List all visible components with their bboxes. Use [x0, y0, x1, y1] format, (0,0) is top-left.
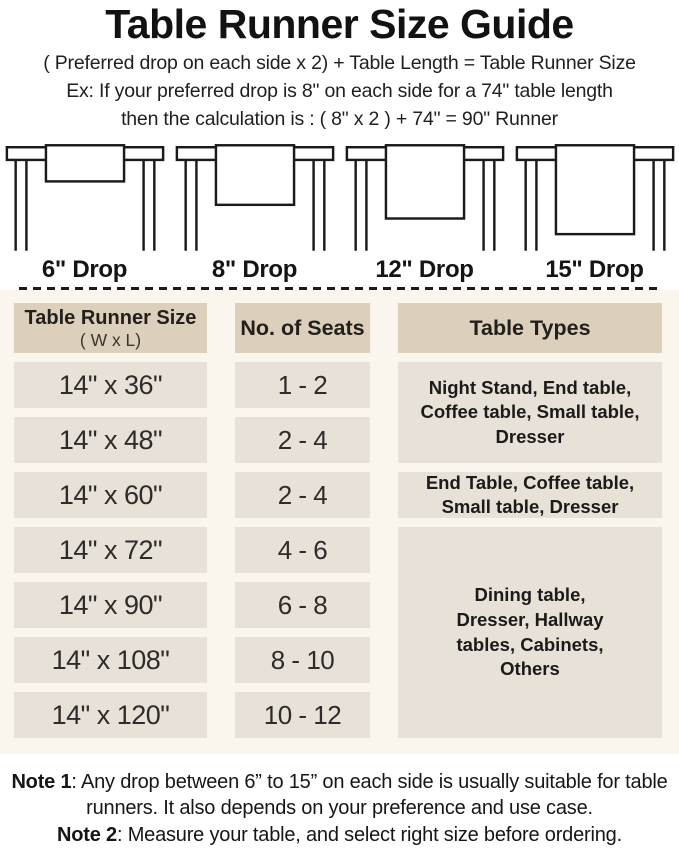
- size-cell: 14" x 60": [14, 472, 207, 518]
- size-cell: 14" x 108": [14, 637, 207, 683]
- table-drop-diagram-12: [342, 142, 508, 284]
- table-drop-diagram-15: [512, 142, 678, 284]
- seats-cell: 4 - 6: [235, 527, 370, 573]
- formula-line: ( Preferred drop on each side x 2) + Table Length = Table Runner Size: [43, 52, 636, 75]
- table-drop-diagram-8: [172, 142, 338, 284]
- seats-cell: 8 - 10: [235, 637, 370, 683]
- size-cell: 14" x 48": [14, 417, 207, 463]
- column-header-seats: No. of Seats: [235, 303, 370, 353]
- size-cell: 14" x 36": [14, 362, 207, 408]
- table-side-view-icon: [2, 142, 168, 254]
- seats-cell: 6 - 8: [235, 582, 370, 628]
- drop-label: 6" Drop: [41, 256, 128, 284]
- seats-cell: 2 - 4: [235, 417, 370, 463]
- column-header-table-types: Table Types: [398, 303, 662, 353]
- table-types-cell-medium-tables: End Table, Coffee table, Small table, Dresser: [398, 472, 662, 518]
- header-runner-size-sub: ( W x L): [79, 329, 142, 350]
- table-types-cell-large-tables: Dining table, Dresser, Hallway tables, Cabinets, Others: [398, 527, 662, 738]
- drop-label: 12" Drop: [375, 256, 474, 284]
- column-header-runner-size: [14, 303, 207, 353]
- note-1-text: : Any drop between 6” to 15” on each side is usually suitable for table runners. It also depends on your preference and use case.: [71, 771, 668, 820]
- table-types-cell-small-tables: Night Stand, End table, Coffee table, Small table, Dresser: [398, 362, 662, 463]
- drop-label: 15" Drop: [545, 256, 644, 284]
- example-line-2: then the calculation is : ( 8" x 2 ) + 74" = 90" Runner: [121, 108, 558, 131]
- seats-cell: 1 - 2: [235, 362, 370, 408]
- size-cell: 14" x 72": [14, 527, 207, 573]
- seats-cell: 10 - 12: [235, 692, 370, 738]
- table-side-view-icon: [512, 142, 678, 254]
- notes-block: [0, 769, 679, 848]
- example-line-1: Ex: If your preferred drop is 8" on each side for a 74" table length: [66, 80, 613, 103]
- table-drop-diagram-6: [2, 142, 168, 284]
- table-side-view-icon: [342, 142, 508, 254]
- size-cell: 14" x 90": [14, 582, 207, 628]
- size-table-section: [0, 290, 679, 754]
- note-1-label: Note 1: [11, 771, 72, 794]
- drop-diagrams-row: [0, 131, 679, 284]
- size-table: [0, 290, 679, 752]
- note-1: [4, 769, 675, 821]
- heading-block: [0, 0, 679, 131]
- note-2-label: Note 2: [57, 824, 117, 847]
- drop-label: 8" Drop: [211, 256, 298, 284]
- size-cell: 14" x 120": [14, 692, 207, 738]
- seats-cell: 2 - 4: [235, 472, 370, 518]
- header-runner-size-title: Table Runner Size: [24, 306, 197, 329]
- note-2-text: : Measure your table, and select right size before ordering.: [116, 824, 622, 847]
- table-side-view-icon: [172, 142, 338, 254]
- page-title: Table Runner Size Guide: [105, 1, 574, 47]
